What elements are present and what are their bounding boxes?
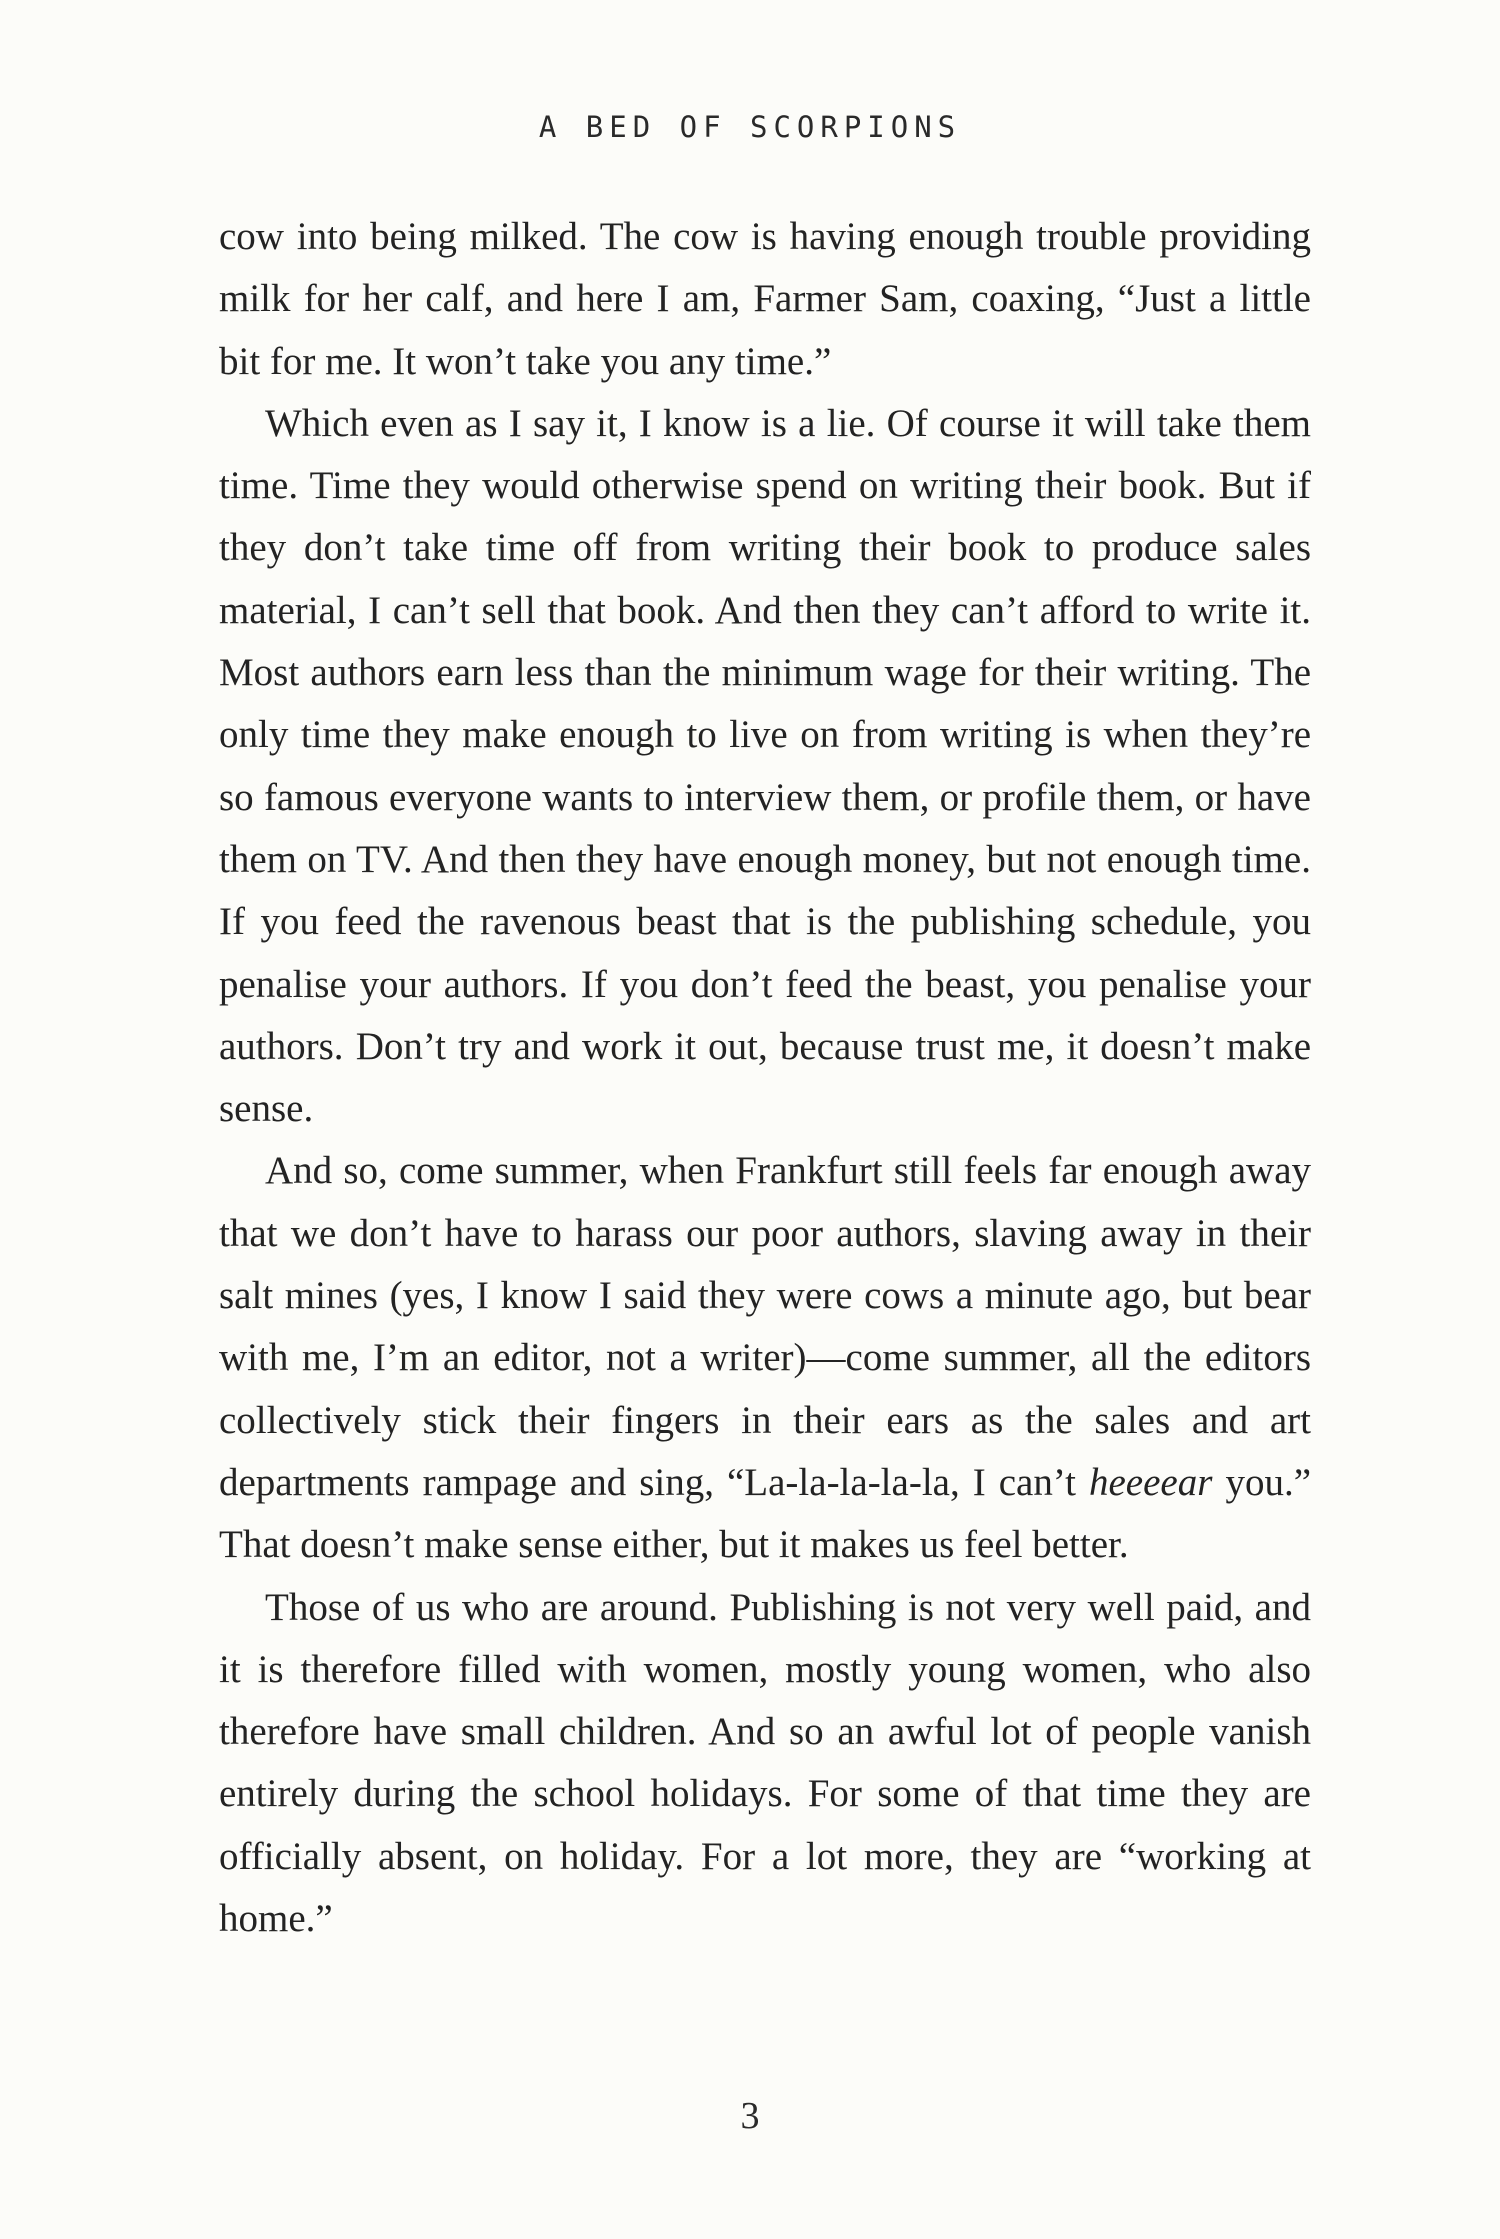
paragraph: [219, 1140, 1311, 1576]
emphasis-text: heeeear: [1089, 1460, 1213, 1504]
paragraph-text: And so, come summer, when Frankfurt still feels far enough away that we don’t have to harass our poor authors, slaving away in their salt mines (yes, I know I said they were cows a minute ago, but bear with me, I’m an editor, not a writer)—come summer, all the editors collectively stick their fingers in their ears as the sales and art departments rampage and sing, “La-la-la-la-la, I can’t: [219, 1149, 1311, 1504]
paragraph: Which even as I say it, I know is a lie. Of course it will take them time. Time they would otherwise spend on writing their book. But if they don’t take time off from writing their book to produce sales material, I can’t sell that book. And then they can’t afford to write it. Most authors earn less than the minimum wage for their writing. The only time they make enough to live on from writing is when they’re so famous everyone wants to interview them, or profile them, or have them on TV. And then they have enough money, but not enough time. If you feed the ravenous beast that is the publishing schedule, you penalise your authors. If you don’t feed the beast, you penalise your authors. Don’t try and work it out, because trust me, it doesn’t make sense.: [219, 401, 1311, 1131]
body-text: [219, 206, 1311, 1950]
page-number: 3: [740, 2095, 760, 2137]
running-head: A BED OF SCORPIONS: [538, 110, 962, 144]
paragraph-text: you.” That doesn’t make sense either, but it makes us feel better.: [219, 1460, 1311, 1567]
paragraph: Those of us who are around. Publishing is not very well paid, and it is therefore filled with women, mostly young women, who also therefore have small children. And so an awful lot of people vanish entirely during the school holidays. For some of that time they are officially absent, on holiday. For a lot more, they are “working at home.”: [219, 1585, 1311, 1941]
paragraph-continued: cow into being milked. The cow is having enough trouble providing milk for her calf, and here I am, Farmer Sam, coaxing, “Just a little bit for me. It won’t take you any time.”: [219, 215, 1311, 383]
